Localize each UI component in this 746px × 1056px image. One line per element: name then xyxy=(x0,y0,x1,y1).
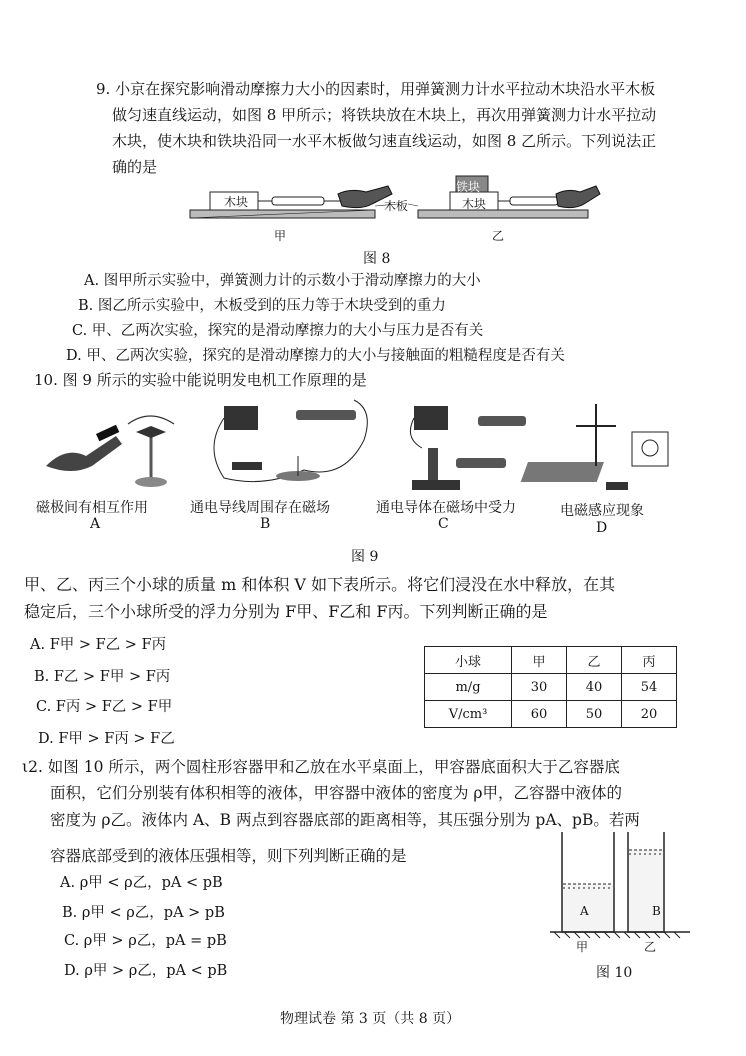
panel-d-letter: D xyxy=(596,520,608,536)
fig10-label-yi: 乙 xyxy=(644,940,657,954)
panel-b-caption: 通电导线周围存在磁场 xyxy=(190,500,330,516)
figure-9 xyxy=(36,396,736,496)
panel-c-motor xyxy=(410,406,526,490)
fig8-label-jia: 甲 xyxy=(274,229,287,243)
panel-b-circuit xyxy=(214,400,367,482)
table-header-row xyxy=(425,647,677,674)
q11-option-d: D. F甲 > F丙 > F乙 xyxy=(38,731,175,747)
point-b-label: B xyxy=(652,904,661,918)
q12-option-b: B. ρ甲 < ρ乙，pA > pB xyxy=(62,905,225,921)
q9-option-c: C. 甲、乙两次实验，探究的是滑动摩擦力的大小与压力是否有关 xyxy=(72,323,484,339)
panel-c-caption: 通电导体在磁场中受力 xyxy=(376,500,516,516)
fig10-label-jia: 甲 xyxy=(576,940,589,954)
table-cell: 50 xyxy=(567,701,622,728)
point-a-label: A xyxy=(580,904,589,918)
panel-b-letter: B xyxy=(260,516,271,532)
q9-option-b: B. 图乙所示实验中，木板受到的压力等于木块受到的重力 xyxy=(78,298,446,314)
table-cell: 40 xyxy=(567,674,622,701)
fig10-caption: 图 10 xyxy=(596,965,633,981)
fig9-caption: 图 9 xyxy=(351,549,379,565)
fig8-caption: 图 8 xyxy=(363,251,391,267)
page-footer: 物理试卷 第 3 页（共 8 页） xyxy=(280,1011,461,1027)
q12-stem-line4: 容器底部受到的液体压强相等，则下列判断正确的是 xyxy=(50,847,407,865)
panel-a-caption: 磁极间有相互作用 xyxy=(36,500,148,516)
spring-scale-jia xyxy=(272,197,324,205)
q9-option-d: D. 甲、乙两次实验，探究的是滑动摩擦力的大小与接触面的粗糙程度是否有关 xyxy=(66,348,565,364)
q12-option-c: C. ρ甲 > ρ乙，pA = pB xyxy=(64,933,227,949)
fig8-label-yi: 乙 xyxy=(492,229,505,243)
q10-stem: 10. 图 9 所示的实验中能说明发电机工作原理的是 xyxy=(34,371,367,389)
q11-option-b: B. F乙 > F甲 > F丙 xyxy=(34,669,171,685)
q11-stem-line1: 甲、乙、丙三个小球的质量 m 和体积 V 如下表所示。将它们浸没在水中释放，在其 xyxy=(24,575,616,594)
block-label-jia: 木块 xyxy=(224,195,249,209)
table-cell: 30 xyxy=(512,674,567,701)
table-header: 甲 xyxy=(512,647,567,674)
q9-stem-line1: 9. 小京在探究影响滑动摩擦力大小的因素时，用弹簧测力计水平拉动木块沿水平木板 xyxy=(96,80,656,98)
table-cell: V/cm³ xyxy=(425,701,512,728)
table-row xyxy=(425,674,677,701)
q9-stem-line3: 木块，使木块和铁块沿同一水平木板做匀速直线运动，如图 8 乙所示。下列说法正 xyxy=(112,132,657,150)
q9-stem-line2: 做匀速直线运动，如图 8 甲所示；将铁块放在木块上，再次用弹簧测力计水平拉动 xyxy=(112,106,657,124)
panel-d-caption: 电磁感应现象 xyxy=(560,503,644,519)
panel-d-induction xyxy=(521,404,668,490)
q12-option-a: A. ρ甲 < ρ乙，pA < pB xyxy=(60,875,223,891)
q11-stem-line2: 稳定后，三个小球所受的浮力分别为 F甲、F乙和 F丙。下列判断正确的是 xyxy=(24,602,548,621)
q12-stem-line2: 面积，它们分别装有体积相等的液体，甲容器中液体的密度为 ρ甲，乙容器中液体的 xyxy=(50,784,623,802)
q12-stem-line3: 密度为 ρ乙。液体内 A、B 两点到容器底部的距离相等，其压强分别为 pA、pB。若两 xyxy=(50,811,640,829)
hand-yi xyxy=(556,186,600,208)
iron-label: 铁块 xyxy=(456,180,481,194)
table-cell: 20 xyxy=(622,701,677,728)
q11-option-c: C. F丙 > F乙 > F甲 xyxy=(36,699,173,715)
board-yi xyxy=(418,210,588,218)
table-header: 丙 xyxy=(622,647,677,674)
figure-10 xyxy=(550,832,690,942)
panel-a-letter: A xyxy=(90,516,101,532)
q11-data-table xyxy=(424,646,677,728)
table-cell: m/g xyxy=(425,674,512,701)
table-row xyxy=(425,701,677,728)
spring-scale-yi xyxy=(510,197,558,205)
q11-option-a: A. F甲 > F乙 > F丙 xyxy=(30,637,167,653)
q9-stem-line4: 确的是 xyxy=(112,158,158,176)
panel-a-magnets xyxy=(46,416,174,487)
block-label-yi: 木块 xyxy=(462,197,487,211)
table-header: 小球 xyxy=(425,647,512,674)
q12-stem-line1: ι2. 如图 10 所示，两个圆柱形容器甲和乙放在水平桌面上，甲容器底面积大于乙容器底 xyxy=(22,758,620,776)
table-header: 乙 xyxy=(567,647,622,674)
panel-c-letter: C xyxy=(438,516,449,532)
table-cell: 60 xyxy=(512,701,567,728)
table-cell: 54 xyxy=(622,674,677,701)
q12-option-d: D. ρ甲 > ρ乙，pA < pB xyxy=(64,963,228,979)
board-label: 木板 xyxy=(384,199,409,213)
q9-option-a: A. 图甲所示实验中，弹簧测力计的示数小于滑动摩擦力的大小 xyxy=(84,273,481,289)
